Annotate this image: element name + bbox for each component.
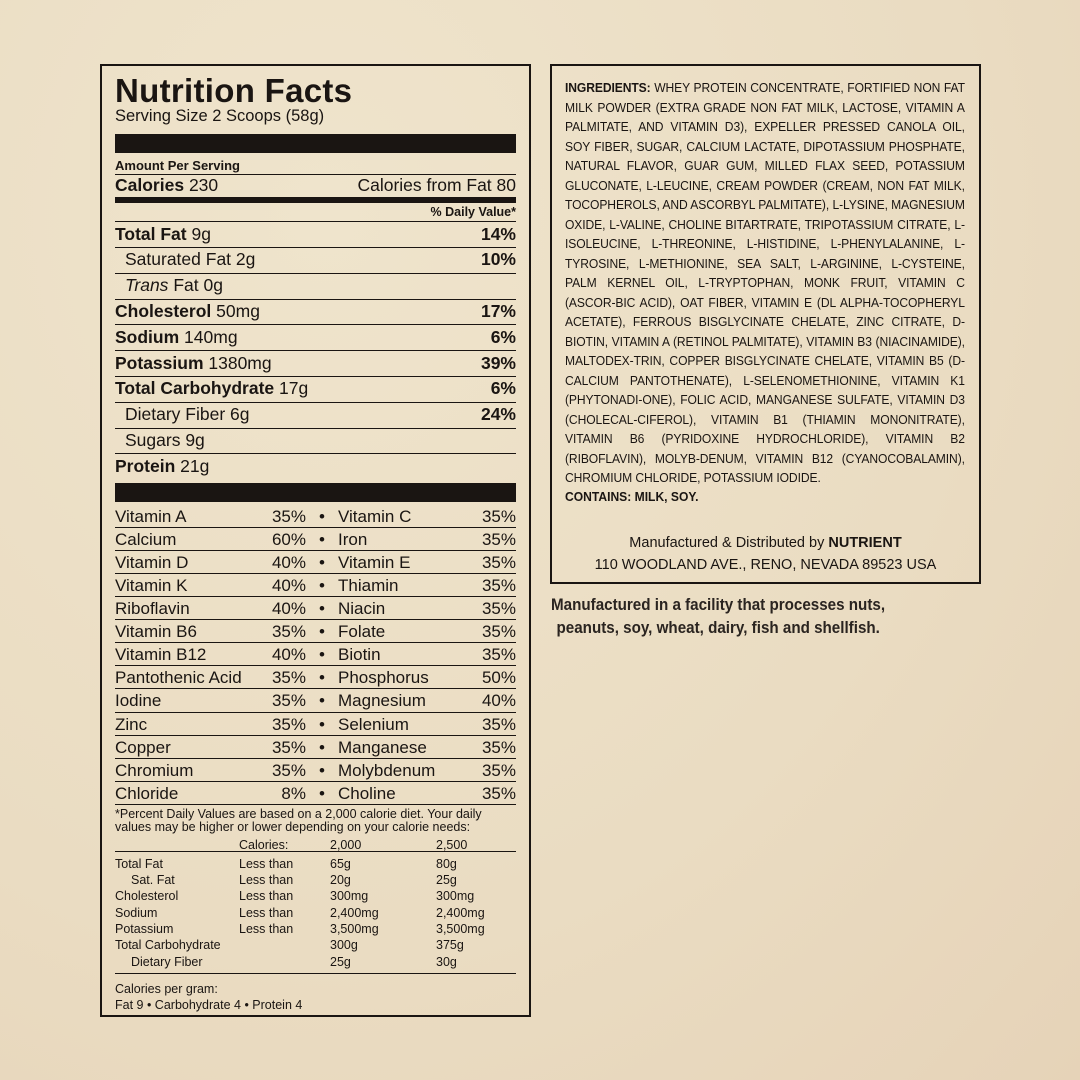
manufacturer-brand: NUTRIENT — [828, 534, 902, 551]
dv-table-cell: Sat. Fat — [131, 873, 175, 888]
dv-table-cell: 25g — [330, 954, 351, 969]
daily-value-header: % Daily Value* — [115, 203, 516, 222]
dv-table-cell: Less than — [239, 921, 294, 936]
vitamin-row — [115, 643, 516, 666]
dv-table-body — [115, 852, 516, 974]
nutrient-row — [115, 222, 516, 248]
calories-from-fat: Calories from Fat 80 — [357, 175, 516, 196]
calories-per-gram — [115, 981, 516, 1014]
facility-warning — [551, 594, 937, 640]
nutrient-daily-value: 10% — [480, 249, 516, 270]
nutrient-label: Sugars — [125, 430, 181, 451]
nutrient-rows — [115, 222, 516, 480]
manufacturer-prefix: Manufactured & Distributed by — [629, 534, 825, 551]
nutrient-amount: 2g — [235, 249, 256, 270]
vitamin-name: Vitamin E — [338, 553, 411, 573]
bullet-dot: • — [319, 576, 325, 596]
nutrient-amount: 9g — [185, 430, 205, 451]
bullet-dot: • — [319, 737, 325, 757]
vitamin-name: Niacin — [338, 599, 386, 619]
dv-table-row — [115, 888, 516, 904]
ingredients-text — [565, 78, 965, 488]
dv-table-row — [115, 954, 516, 970]
vitamin-row — [115, 551, 516, 574]
dv-table-cell: 3,500mg — [330, 921, 379, 936]
calories-per-gram-values: Fat 9 • Carbohydrate 4 • Protein 4 — [115, 998, 303, 1013]
vitamin-percent: 35% — [271, 507, 306, 527]
nutrient-row — [115, 351, 516, 377]
dv-table-cell: Dietary Fiber — [131, 954, 203, 969]
dv-table-cell: 300mg — [330, 889, 369, 904]
vitamin-name: Chloride — [115, 783, 179, 803]
vitamin-row — [115, 666, 516, 689]
bullet-dot: • — [319, 783, 325, 803]
vitamin-percent: 35% — [271, 737, 306, 757]
nutrient-amount: 21g — [180, 456, 210, 477]
dv-table-cell: 65g — [330, 856, 351, 871]
vitamin-name: Folate — [338, 622, 386, 642]
dv-table-row — [115, 937, 516, 953]
nutrient-daily-value: 14% — [480, 223, 516, 244]
vitamin-name: Vitamin A — [115, 507, 187, 527]
vitamin-percent: 35% — [271, 714, 306, 734]
calories-row — [115, 175, 516, 203]
nutrient-row — [115, 429, 516, 455]
vitamin-percent: 40% — [271, 553, 306, 573]
vitamin-percent: 40% — [271, 645, 306, 665]
nutrient-label: Trans — [125, 275, 169, 296]
nutrient-label: Total Fat — [115, 223, 187, 244]
facility-line-2: peanuts, soy, wheat, dairy, fish and shellfish. — [556, 619, 880, 637]
vitamin-percent: 35% — [481, 622, 516, 642]
dv-table-cell: 2,400mg — [330, 905, 379, 920]
serving-size: Serving Size 2 Scoops (58g) — [115, 107, 325, 125]
bullet-dot: • — [319, 599, 325, 619]
bullet-dot: • — [319, 530, 325, 550]
manufacturer-info — [565, 532, 966, 576]
vitamin-name: Riboflavin — [115, 599, 190, 619]
vitamin-name: Iodine — [115, 691, 162, 711]
nutrient-amount: Fat 0g — [173, 275, 223, 296]
nutrient-amount: 9g — [191, 223, 211, 244]
vitamin-percent: 35% — [481, 714, 516, 734]
dv-table-cell — [239, 937, 330, 953]
dv-table-cell: Sodium — [115, 905, 158, 920]
vitamin-name: Biotin — [338, 645, 381, 665]
vitamin-percent: 35% — [481, 783, 516, 803]
daily-value-footnote: *Percent Daily Values are based on a 2,000 calorie diet. Your daily values may be higher or lower depending on your calorie needs: — [115, 806, 482, 835]
dv-table-cell: Cholesterol — [115, 889, 179, 904]
dv-table-cell: 3,500mg — [436, 921, 485, 936]
vitamin-name: Molybdenum — [338, 760, 436, 780]
nutrient-daily-value: 17% — [480, 301, 516, 322]
amount-per-serving: Amount Per Serving — [115, 157, 516, 175]
nutrient-amount: 6g — [230, 404, 250, 425]
dv-table-cell: 300mg — [436, 889, 475, 904]
vitamin-percent: 35% — [481, 737, 516, 757]
divider-thick — [115, 483, 516, 502]
vitamin-name: Selenium — [338, 714, 409, 734]
nutrient-row — [115, 248, 516, 274]
facility-line-1: Manufactured in a facility that processes nuts, — [551, 596, 886, 614]
nutrient-amount: 50mg — [216, 301, 260, 322]
vitamin-row — [115, 528, 516, 551]
nutrient-daily-value: 39% — [480, 352, 516, 373]
nutrient-daily-value: 6% — [490, 378, 516, 399]
vitamin-name: Phosphorus — [338, 668, 429, 688]
dv-table-row — [115, 872, 516, 888]
nutrient-daily-value: 6% — [490, 326, 516, 347]
vitamin-name: Vitamin D — [115, 553, 189, 573]
nutrient-row — [115, 454, 516, 480]
dv-table-cell: Total Fat — [115, 856, 163, 871]
vitamin-row — [115, 574, 516, 597]
nutrient-daily-value: 24% — [480, 404, 516, 425]
dv-table-cell: Less than — [239, 889, 294, 904]
nutrient-row — [115, 403, 516, 429]
vitamin-list — [115, 505, 516, 805]
vitamin-name: Zinc — [115, 714, 148, 734]
vitamin-percent: 35% — [271, 668, 306, 688]
nutrient-row — [115, 274, 516, 300]
vitamin-percent: 35% — [481, 599, 516, 619]
allergen-contains: CONTAINS: MILK, SOY. — [565, 488, 699, 504]
ingredients-label: INGREDIENTS: — [565, 80, 651, 95]
vitamin-name: Calcium — [115, 530, 177, 550]
vitamin-row — [115, 713, 516, 736]
vitamin-percent: 60% — [271, 530, 306, 550]
vitamin-name: Thiamin — [338, 576, 399, 596]
nutrient-label: Potassium — [115, 352, 204, 373]
vitamin-percent: 35% — [481, 553, 516, 573]
vitamin-percent: 35% — [481, 645, 516, 665]
dv-table-row — [115, 921, 516, 937]
calories-per-gram-label: Calories per gram: — [115, 981, 218, 996]
vitamin-name: Vitamin B6 — [115, 622, 197, 642]
ingredients-list: WHEY PROTEIN CONCENTRATE, FORTIFIED NON FAT MILK POWDER (EXTRA GRADE NON FAT MILK, LACTOSE, VITAMIN A PALMITATE, AND VITAMIN D3), EXPELLER PRESSED CANOLA OIL, SOY FIBER, SUGAR, CALCIUM LACTATE, DIPOTASSIUM PHOSPHATE, NATURAL FLAVOR, GUAR GUM, MILLED FLAX SEED, POTASSIUM GLUCONATE, L-LEUCINE, CREAM POWDER (CREAM, NON FAT MILK, TOCOPHEROLS, AND ASCORBYL PALMITATE), L-LYSINE, MAGNESIUM OXIDE, L-VALINE, CHOLINE BITARTRATE, TRIPOTASSIUM CITRATE, L-ISOLEUCINE, L-THREONINE, L-HISTIDINE, L-PHENYLALANINE, L-TYROSINE, L-METHIONINE, SEA SALT, L-ARGININE, L-CYSTEINE, PALM KERNEL OIL, L-TRYPTOPHAN, MONK FRUIT, VITAMIN C (ASCOR-BIC ACID), OAT FIBER, VITAMIN E (DL ALPHA-TOCOPHERYL ACETATE), FERROUS BISGLYCINATE CHELATE, ZINC CITRATE, D-BIOTIN, VITAMIN A (RETINOL PALMITATE), VITAMIN B3 (NIACINAMIDE), MALTODEX-TRIN, COPPER BISGLYCINATE CHELATE, VITAMIN B5 (D-CALCIUM PANTOTHENATE), L-SELENOMETHIONINE, VITAMIN K1 (PHYTONADI-ONE), FOLIC ACID, MANGANESE SULFATE, VITAMIN D3 (CHOLECAL-CIFEROL), VITAMIN B1 (THIAMIN MONONITRATE), VITAMIN B6 (PYRIDOXINE HYDROCHLORIDE), VITAMIN B2 (RIBOFLAVIN), MOLYB-DENUM, VITAMIN B12 (CYANOCOBALAMIN), CHROMIUM CHLORIDE, POTASSIUM IODIDE. — [565, 80, 965, 485]
nutrition-facts-panel — [100, 64, 531, 1017]
dv-table-cell — [239, 954, 330, 970]
vitamin-row — [115, 759, 516, 782]
vitamin-name: Vitamin K — [115, 576, 188, 596]
vitamin-percent: 50% — [481, 668, 516, 688]
vitamin-percent: 35% — [481, 576, 516, 596]
bullet-dot: • — [319, 714, 325, 734]
dv-table-cell: 30g — [436, 954, 457, 969]
vitamin-row — [115, 782, 516, 805]
bullet-dot: • — [319, 622, 325, 642]
vitamin-percent: 35% — [271, 622, 306, 642]
daily-value-table — [115, 838, 516, 974]
dv-table-cell: 25g — [436, 873, 457, 888]
nutrient-label: Protein — [115, 456, 176, 477]
bullet-dot: • — [319, 760, 325, 780]
vitamin-name: Vitamin B12 — [115, 645, 207, 665]
dv-table-row — [115, 856, 516, 872]
nutrient-amount: 140mg — [184, 326, 238, 347]
nutrient-row — [115, 325, 516, 351]
vitamin-percent: 35% — [271, 691, 306, 711]
vitamin-row — [115, 736, 516, 759]
vitamin-name: Magnesium — [338, 691, 426, 711]
nutrient-label: Dietary Fiber — [125, 404, 226, 425]
vitamin-row — [115, 597, 516, 620]
nutrition-title: Nutrition Facts — [115, 72, 353, 109]
vitamin-name: Chromium — [115, 760, 194, 780]
dv-table-header: Calories: 2,000 2,500 — [115, 838, 516, 852]
ingredients-panel — [550, 64, 981, 584]
vitamin-percent: 35% — [271, 760, 306, 780]
nutrient-row — [115, 300, 516, 326]
nutrient-label: Sodium — [115, 326, 180, 347]
dv-table-cell: Less than — [239, 905, 294, 920]
vitamin-name: Manganese — [338, 737, 427, 757]
vitamin-name: Choline — [338, 783, 396, 803]
dv-table-row — [115, 905, 516, 921]
calories-label: Calories — [115, 175, 185, 196]
dv-table-cell: 300g — [330, 938, 358, 953]
nutrient-label: Total Carbohydrate — [115, 378, 275, 399]
vitamin-row — [115, 689, 516, 712]
dv-table-cell: 2,400mg — [436, 905, 485, 920]
dv-table-cell: Less than — [239, 856, 294, 871]
vitamin-percent: 35% — [481, 760, 516, 780]
dv-table-cell: 80g — [436, 856, 457, 871]
vitamin-percent: 40% — [271, 599, 306, 619]
vitamin-name: Pantothenic Acid — [115, 668, 242, 688]
dv-table-cell: 20g — [330, 873, 351, 888]
nutrient-amount: 17g — [279, 378, 309, 399]
dv-table-cell: Total Carbohydrate — [115, 938, 221, 953]
nutrient-label: Saturated Fat — [125, 249, 232, 270]
vitamin-percent: 35% — [481, 507, 516, 527]
vitamin-name: Iron — [338, 530, 368, 550]
divider-thick — [115, 134, 516, 153]
manufacturer-address: 110 WOODLAND AVE., RENO, NEVADA 89523 USA — [594, 556, 937, 573]
vitamin-name: Vitamin C — [338, 507, 412, 527]
bullet-dot: • — [319, 668, 325, 688]
vitamin-percent: 40% — [481, 691, 516, 711]
vitamin-row — [115, 505, 516, 528]
calories-value: 230 — [188, 175, 219, 196]
nutrient-amount: 1380mg — [208, 352, 272, 373]
bullet-dot: • — [319, 645, 325, 665]
dv-table-cell: 375g — [436, 938, 464, 953]
vitamin-name: Copper — [115, 737, 171, 757]
vitamin-percent: 8% — [281, 783, 306, 803]
nutrient-row — [115, 377, 516, 403]
nutrient-label: Cholesterol — [115, 301, 212, 322]
vitamin-row — [115, 620, 516, 643]
dv-table-cell: Potassium — [115, 921, 174, 936]
vitamin-percent: 40% — [271, 576, 306, 596]
bullet-dot: • — [319, 691, 325, 711]
bullet-dot: • — [319, 507, 325, 527]
dv-table-cell: Less than — [239, 873, 294, 888]
vitamin-percent: 35% — [481, 530, 516, 550]
bullet-dot: • — [319, 553, 325, 573]
